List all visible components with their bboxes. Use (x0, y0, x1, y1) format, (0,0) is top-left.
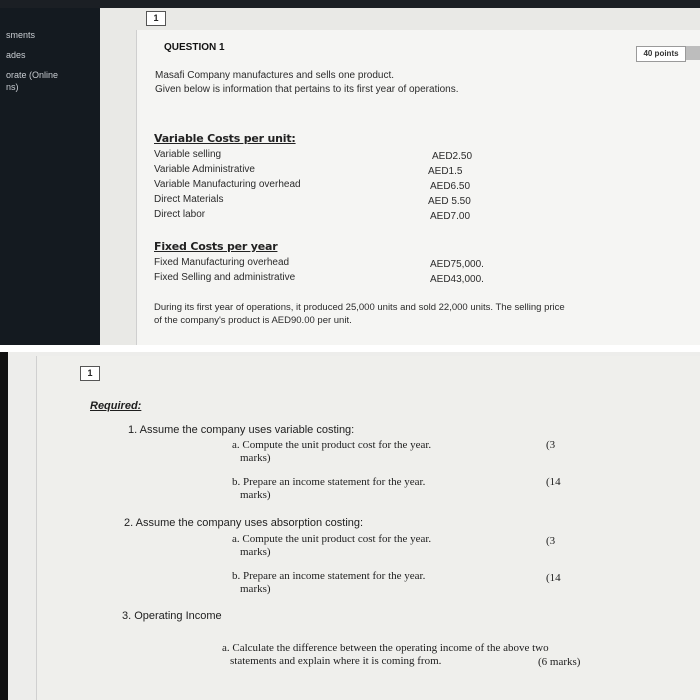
task-1a-marks-end: marks) (240, 452, 271, 464)
question-title: QUESTION 1 (164, 42, 225, 53)
question-number-badge: 1 (80, 366, 100, 381)
question-screen-bottom (0, 352, 700, 700)
screen-edge (0, 352, 8, 700)
operations-line-1: During its first year of operations, it produced 25,000 units and sold 22,000 units. The selling price (154, 302, 565, 313)
variable-item-label: Variable Administrative (154, 164, 255, 175)
course-sidebar (0, 8, 100, 345)
task-1b-marks: (14 (546, 476, 561, 488)
fixed-item-label: Fixed Manufacturing overhead (154, 257, 290, 268)
task-1b-marks-end: marks) (240, 489, 271, 501)
variable-item-value: AED 5.50 (428, 196, 471, 207)
task-2a-marks-end: marks) (240, 546, 271, 558)
task-2b: b. Prepare an income statement for the year. (232, 570, 426, 582)
browser-top-bar (0, 0, 700, 8)
task-1: 1. Assume the company uses variable costing: (128, 424, 355, 436)
variable-item-value: AED1.5 (428, 166, 463, 177)
sidebar-item-online-cont[interactable]: ns) (6, 82, 19, 92)
fixed-item-value: AED43,000. (430, 274, 484, 285)
fixed-item-label: Fixed Selling and administrative (154, 272, 296, 283)
fixed-costs-heading: Fixed Costs per year (154, 240, 278, 253)
operations-line-2: of the company's product is AED90.00 per unit. (154, 315, 352, 326)
required-heading: Required: (90, 400, 142, 412)
fixed-item-value: AED75,000. (430, 259, 484, 270)
sidebar-item-grades[interactable]: ades (6, 50, 26, 60)
task-2a: a. Compute the unit product cost for the year. (232, 533, 432, 545)
variable-item-value: AED7.00 (430, 211, 471, 222)
variable-item-label: Variable selling (154, 149, 222, 160)
intro-line-1: Masafi Company manufactures and sells one product. (155, 70, 395, 81)
variable-item-value: AED2.50 (432, 151, 473, 162)
task-2b-marks-end: marks) (240, 583, 271, 595)
variable-item-label: Direct labor (154, 209, 206, 220)
points-badge: 40 points (636, 46, 686, 62)
task-2a-marks: (3 (546, 535, 556, 547)
task-3a-line-2: statements and explain where it is coming from. (230, 655, 442, 667)
task-1a-marks: (3 (546, 439, 556, 451)
question-screen-top (0, 0, 700, 345)
task-2: 2. Assume the company uses absorption costing: (124, 517, 364, 529)
task-2b-marks: (14 (546, 572, 561, 584)
sidebar-item-online[interactable]: orate (Online (6, 70, 59, 80)
question-number-badge: 1 (146, 11, 166, 26)
variable-item-label: Direct Materials (154, 194, 224, 205)
task-1a: a. Compute the unit product cost for the year. (232, 439, 432, 451)
variable-item-label: Variable Manufacturing overhead (154, 179, 301, 190)
task-1b: b. Prepare an income statement for the year. (232, 476, 426, 488)
sidebar-item-assessments[interactable]: sments (6, 30, 36, 40)
task-3a-marks: (6 marks) (538, 656, 581, 668)
variable-item-value: AED6.50 (430, 181, 471, 192)
task-3a-line-1: a. Calculate the difference between the operating income of the above two (222, 642, 549, 654)
points-tab (686, 46, 700, 60)
variable-costs-heading: Variable Costs per unit: (154, 132, 296, 145)
intro-line-2: Given below is information that pertains to its first year of operations. (155, 84, 459, 95)
task-3: 3. Operating Income (122, 610, 222, 622)
